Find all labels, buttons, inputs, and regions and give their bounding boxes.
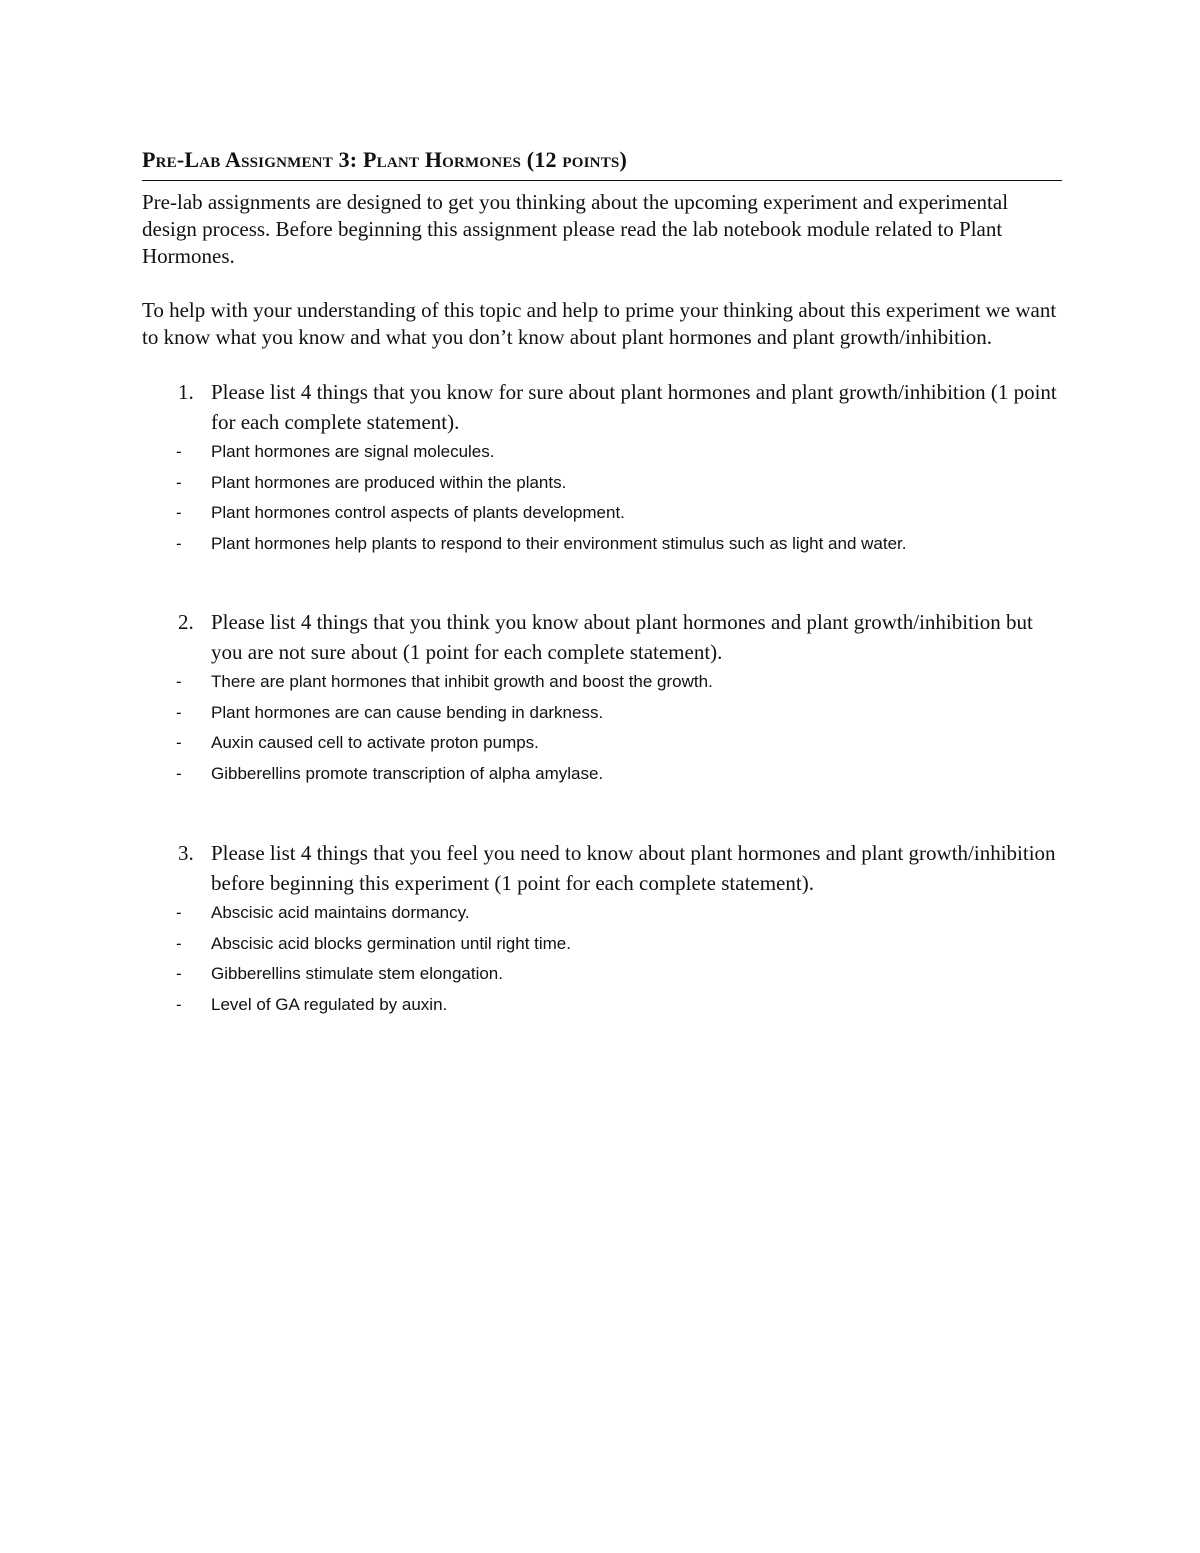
question-2-text: Please list 4 things that you think you know about plant hormones and plant growth/inhibition but you are not sure about (1 point for each complete statement). (211, 610, 1033, 664)
answer-item (142, 698, 1062, 729)
question-3-answers (142, 898, 1062, 1020)
answer-item (142, 759, 1062, 790)
answer-item (142, 728, 1062, 759)
question-2-prompt (142, 607, 1062, 667)
bullet-dash: - (176, 763, 182, 783)
answer-text: Plant hormones control aspects of plants development. (211, 503, 625, 522)
bullet-dash: - (176, 933, 182, 953)
question-1-answers (142, 437, 1062, 559)
answer-text: Abscisic acid blocks germination until right time. (211, 933, 571, 953)
answer-item (142, 929, 1062, 960)
answer-item (142, 529, 1062, 560)
question-2-answers (142, 667, 1062, 789)
answer-text: Plant hormones are can cause bending in darkness. (211, 702, 604, 722)
question-1-number: 1. (178, 380, 194, 404)
question-1 (142, 377, 1062, 559)
answer-text: Level of GA regulated by auxin. (211, 994, 448, 1014)
answer-item (142, 437, 1062, 468)
bullet-dash: - (176, 994, 182, 1014)
intro-paragraph-2: To help with your understanding of this topic and help to prime your thinking about this experiment we want to know what you know and what you don’t know about plant hormones and plant growth/inhibition. (142, 298, 1057, 349)
document-title: Pre-Lab Assignment 3: Plant Hormones (12 points) (142, 146, 1062, 181)
question-3-number: 3. (178, 841, 194, 865)
bullet-dash: - (176, 442, 182, 461)
answer-text: Abscisic acid maintains dormancy. (211, 903, 470, 922)
bullet-dash: - (176, 964, 182, 983)
question-3-text: Please list 4 things that you feel you need to know about plant hormones and plant growth/inhibition before beginning this experiment (1 point for each complete statement). (211, 841, 1056, 895)
answer-item (142, 667, 1062, 698)
intro-paragraph-1: Pre-lab assignments are designed to get you thinking about the upcoming experiment and experimental design process. Before beginning this assignment please read the lab notebook module related to Plant Hormones. (142, 190, 1009, 268)
answer-text: Plant hormones are produced within the plants. (211, 472, 567, 492)
answer-text: Gibberellins promote transcription of alpha amylase. (211, 763, 604, 783)
answer-text: Plant hormones help plants to respond to their environment stimulus such as light and water. (211, 533, 907, 553)
bullet-dash: - (176, 503, 182, 522)
question-1-text: Please list 4 things that you know for sure about plant hormones and plant growth/inhibition (1 point for each complete statement). (211, 380, 1057, 434)
answer-text: There are plant hormones that inhibit growth and boost the growth. (211, 672, 713, 691)
bullet-dash: - (176, 472, 182, 492)
bullet-dash: - (176, 672, 182, 691)
question-2 (142, 607, 1062, 789)
document-content (142, 146, 1062, 1020)
question-3 (142, 838, 1062, 1020)
bullet-dash: - (176, 733, 182, 752)
question-3-prompt (142, 838, 1062, 898)
answer-text: Plant hormones are signal molecules. (211, 442, 495, 461)
bullet-dash: - (176, 702, 182, 722)
question-2-number: 2. (178, 610, 194, 634)
answer-item (142, 898, 1062, 929)
answer-text: Auxin caused cell to activate proton pumps. (211, 733, 539, 752)
answer-item (142, 498, 1062, 529)
answer-text: Gibberellins stimulate stem elongation. (211, 964, 503, 983)
answer-item (142, 468, 1062, 499)
answer-item (142, 990, 1062, 1021)
bullet-dash: - (176, 533, 182, 553)
answer-item (142, 959, 1062, 990)
bullet-dash: - (176, 903, 182, 922)
question-1-prompt (142, 377, 1062, 437)
